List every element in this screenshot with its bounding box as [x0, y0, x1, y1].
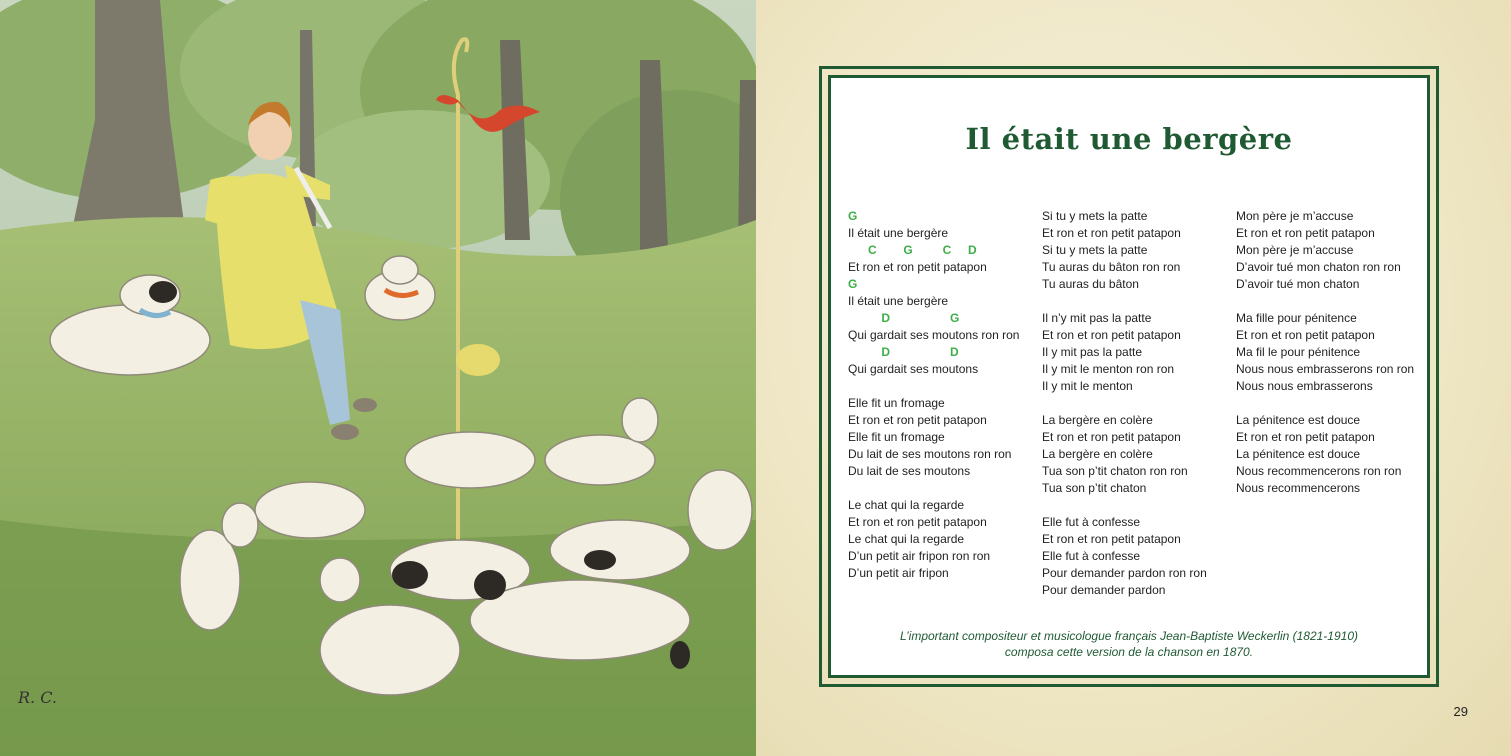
lyric-line: Elle fut à confesse — [1042, 515, 1141, 529]
footnote — [831, 628, 1427, 660]
lyric-line: Qui gardait ses moutons — [848, 362, 979, 376]
lyric-line: Il était une bergère — [848, 294, 949, 308]
lyric-line: D’un petit air fripon — [848, 566, 949, 580]
lyric-line: La bergère en colère — [1042, 447, 1153, 461]
lyric-line: Et ron et ron petit patapon — [848, 260, 987, 274]
lyric-line: Nous recommencerons — [1236, 481, 1361, 495]
lyric-line: Mon père je m’accuse — [1236, 209, 1354, 223]
chord-line: G — [848, 209, 858, 223]
lyric-line: Et ron et ron petit patapon — [1042, 226, 1181, 240]
footnote-line-1: L’important compositeur et musicologue français Jean-Baptiste Weckerlin (1821-1910) — [899, 629, 1358, 643]
lyric-line: Il était une bergère — [848, 226, 949, 240]
chord-line: D G — [848, 311, 960, 325]
lyric-line: Ma fil le pour pénitence — [1236, 345, 1361, 359]
stanza-break — [1236, 395, 1414, 412]
lyric-line: Nous nous embrasserons — [1236, 379, 1373, 393]
artist-signature: R. C. — [18, 688, 57, 707]
lyric-line: Elle fit un fromage — [848, 430, 945, 444]
lyric-line: Tu auras du bâton — [1042, 277, 1139, 291]
lyric-line: Et ron et ron petit patapon — [1236, 328, 1375, 342]
lyric-line: Mon père je m’accuse — [1236, 243, 1354, 257]
lyric-line: Qui gardait ses moutons ron ron — [848, 328, 1020, 342]
lyric-line: Et ron et ron petit patapon — [848, 515, 987, 529]
lyric-line: La bergère en colère — [1042, 413, 1153, 427]
lyric-line: Tua son p’tit chaton ron ron — [1042, 464, 1188, 478]
lyric-line: Du lait de ses moutons — [848, 464, 971, 478]
lyric-line: Ma fille pour pénitence — [1236, 311, 1357, 325]
lyric-line: Et ron et ron petit patapon — [1236, 226, 1375, 240]
chord-line: C G C D — [848, 243, 977, 257]
stanza-break — [1236, 293, 1414, 310]
lyrics-frame — [819, 66, 1439, 687]
lyrics-column-2 — [1042, 208, 1207, 599]
lyric-line: D’avoir tué mon chaton ron ron — [1236, 260, 1401, 274]
lyrics-column-3 — [1236, 208, 1414, 497]
lyric-line: La pénitence est douce — [1236, 447, 1361, 461]
stanza-break — [1042, 293, 1207, 310]
lyrics-column-1 — [848, 208, 1019, 582]
lyrics-page — [756, 0, 1511, 756]
chord-line: D D — [848, 345, 959, 359]
lyric-line: Si tu y mets la patte — [1042, 243, 1148, 257]
lyric-line: Et ron et ron petit patapon — [1042, 532, 1181, 546]
chord-line: G — [848, 277, 858, 291]
lyric-line: Elle fut à confesse — [1042, 549, 1141, 563]
stanza-break — [848, 480, 1019, 497]
lyric-line: La pénitence est douce — [1236, 413, 1361, 427]
lyric-line: Tua son p’tit chaton — [1042, 481, 1147, 495]
lyric-line: Le chat qui la regarde — [848, 498, 965, 512]
lyric-line: Nous nous embrasserons ron ron — [1236, 362, 1415, 376]
lyric-line: Du lait de ses moutons ron ron — [848, 447, 1012, 461]
lyric-line: Il y mit le menton ron ron — [1042, 362, 1175, 376]
lyric-line: D’un petit air fripon ron ron — [848, 549, 991, 563]
song-title: Il était une bergère — [965, 122, 1293, 156]
lyric-line: Si tu y mets la patte — [1042, 209, 1148, 223]
lyric-line: Et ron et ron petit patapon — [1042, 328, 1181, 342]
stanza-break — [848, 378, 1019, 395]
lyric-line: Il y mit pas la patte — [1042, 345, 1143, 359]
lyric-line: Le chat qui la regarde — [848, 532, 965, 546]
lyric-line: Elle fit un fromage — [848, 396, 945, 410]
lyric-line: Il y mit le menton — [1042, 379, 1133, 393]
lyric-line: Pour demander pardon — [1042, 583, 1166, 597]
footnote-line-2: composa cette version de la chanson en 1870. — [1004, 645, 1254, 659]
lyric-line: Et ron et ron petit patapon — [1042, 430, 1181, 444]
stanza-break — [1042, 395, 1207, 412]
lyric-line: Il n’y mit pas la patte — [1042, 311, 1152, 325]
lyric-line: Pour demander pardon ron ron — [1042, 566, 1207, 580]
lyric-line: Et ron et ron petit patapon — [1236, 430, 1375, 444]
stanza-break — [1042, 497, 1207, 514]
lyric-line: Tu auras du bâton ron ron — [1042, 260, 1181, 274]
lyric-line: Et ron et ron petit patapon — [848, 413, 987, 427]
lyric-line: Nous recommencerons ron ron — [1236, 464, 1402, 478]
lyric-line: D’avoir tué mon chaton — [1236, 277, 1360, 291]
lyrics-panel — [828, 75, 1430, 678]
page-number: 29 — [1453, 704, 1468, 719]
